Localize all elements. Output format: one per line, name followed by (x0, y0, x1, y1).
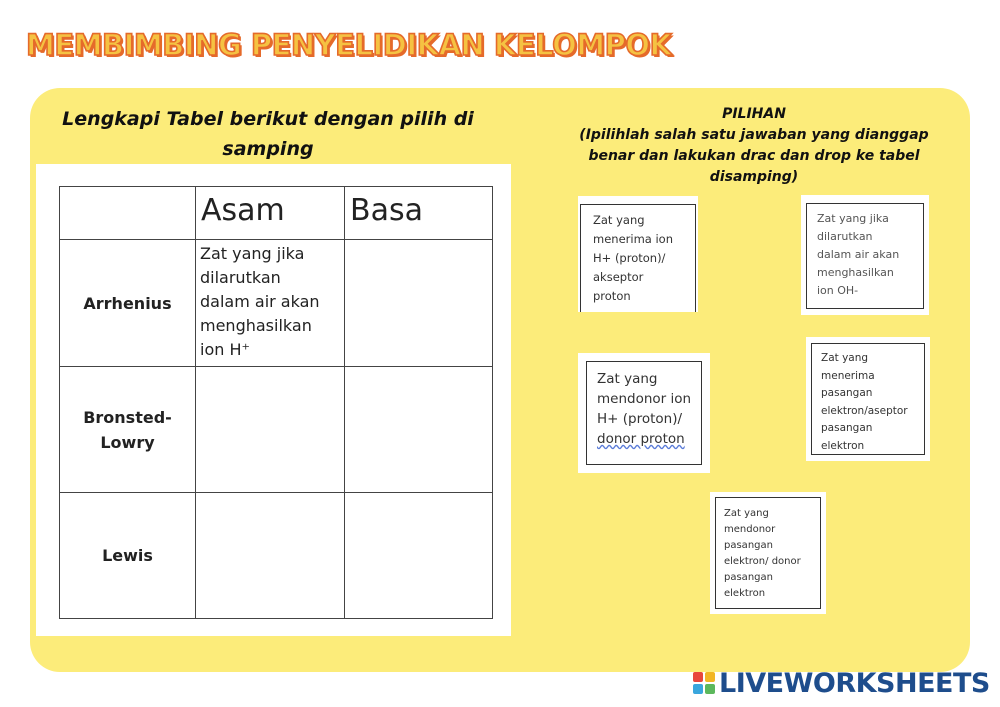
drop-zone-lewis-asam[interactable] (196, 493, 345, 619)
table-row (60, 493, 493, 619)
logo-square-green (705, 684, 715, 694)
draggable-card-menerima-proton[interactable] (578, 196, 698, 312)
row-label-arrhenius: Arrhenius (60, 240, 196, 367)
page-title: MEMBIMBING PENYELIDIKAN KELOMPOK (26, 28, 672, 62)
header-asam: Asam (196, 187, 345, 240)
table-row (60, 240, 493, 367)
logo-square-blue (693, 684, 703, 694)
instruction-text: Lengkapi Tabel berikut dengan pilih di samping (62, 108, 474, 160)
answer-table (59, 186, 493, 619)
options-heading: PILIHAN (722, 106, 786, 122)
logo-square-red (693, 672, 703, 682)
row-label-bronsted-lowry: Bronsted- Lowry (60, 367, 196, 493)
drop-zone-bronsted-asam[interactable] (196, 367, 345, 493)
cell-arrhenius-asam[interactable]: Zat yang jika dilarutkan dalam air akan menghasilkan ion H⁺ (196, 240, 345, 367)
answer-table-container (36, 164, 511, 636)
draggable-card-donor-elektron[interactable] (710, 492, 826, 614)
options-header (578, 104, 930, 188)
liveworksheets-logo-icon (693, 672, 715, 694)
card-text: Zat yang menerima pasangan elektron/aseptor pasangan elektron (821, 352, 908, 452)
drop-zone-arrhenius-basa[interactable] (345, 240, 493, 367)
brand-name: LIVEWORKSHEETS (719, 667, 990, 699)
card-text: Zat yang jika dilarutkan dalam air akan menghasilkan ion OH- (817, 212, 900, 297)
table-header-row (60, 187, 493, 240)
drop-zone-bronsted-basa[interactable] (345, 367, 493, 493)
draggable-card-menerima-elektron[interactable] (806, 337, 930, 461)
draggable-card-menghasilkan-oh[interactable] (801, 195, 929, 315)
card-text: Zat yang mendonor pasangan elektron/ donor pasangan elektron (724, 508, 801, 599)
draggable-card-donor-proton[interactable] (578, 353, 710, 473)
liveworksheets-brand (693, 667, 990, 699)
drop-zone-lewis-basa[interactable] (345, 493, 493, 619)
options-subheading: (Ipilihlah salah satu jawaban yang dianggap benar dan lakukan drac dan drop ke tabel disamping) (579, 127, 929, 185)
card-text: Zat yang menerima ion H+ (proton)/ akseptor proton (593, 213, 673, 303)
row-label-lewis: Lewis (60, 493, 196, 619)
header-basa: Basa (345, 187, 493, 240)
table-row (60, 367, 493, 493)
logo-square-yellow (705, 672, 715, 682)
card-text: Zat yang mendonor ion H+ (proton)/ (597, 371, 692, 427)
card-text-underlined: donor proton (597, 431, 685, 447)
header-empty (60, 187, 196, 240)
